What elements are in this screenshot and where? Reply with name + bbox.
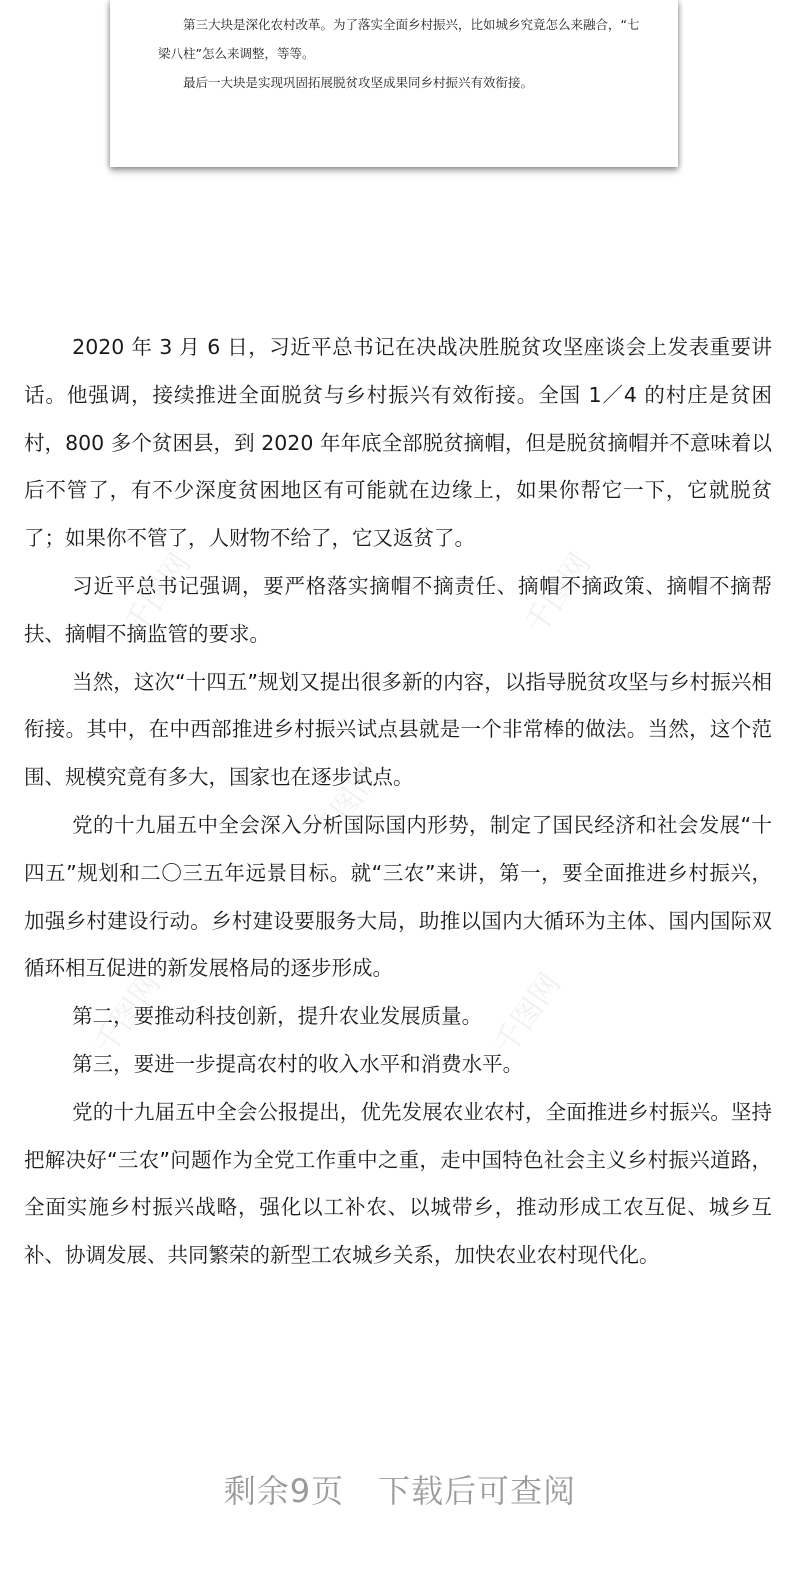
paragraph: 党的十九届五中全会公报提出，优先发展农业农村，全面推进乡村振兴。坚持把解决好“三农”问题作为全党工作重中之重，走中国特色社会主义乡村振兴道路，全面实施乡村振兴战略，强化以工补农、以城带乡，推动形成工农互促、城乡互补、协调发展、共同繁荣的新型工农城乡关系，加快农业农村现代化。 bbox=[24, 1099, 772, 1268]
watermark: 千图网 bbox=[517, 547, 599, 641]
paragraph: 2020 年 3 月 6 日，习近平总书记在决战决胜脱贫攻坚座谈会上发表重要讲话。他强调，接续推进全面脱贫与乡村振兴有效衔接。全国 1／4 的村庄是贫困村，800 多个贫困县，到 2020 年年底全部脱贫摘帽，但是脱贫摘帽并不意味着以后不管了，有不少深度贫困地区有可能就在边缘上，如果你帮它一下，它就脱贫了；如果你不管了，人财物不给了，它又返贫了。 bbox=[24, 335, 772, 551]
paragraph: 第三，要进一步提高农村的收入水平和消费水平。 bbox=[72, 1051, 524, 1076]
paragraph: 当然，这次“十四五”规划又提出很多新的内容，以指导脱贫攻坚与乡村振兴相衔接。其中，在中西部推进乡村振兴试点县就是一个非常棒的做法。当然，这个范围、规模究竟有多大，国家也在逐步试点。 bbox=[24, 669, 772, 790]
download-prompt-banner[interactable] bbox=[0, 1466, 800, 1512]
remaining-pages-label: 剩余9页 bbox=[223, 1472, 345, 1510]
previous-page-text bbox=[158, 10, 648, 97]
watermark: 千图网 bbox=[87, 967, 169, 1061]
previous-page-paragraph: 第三大块是深化农村改革。为了落实全面乡村振兴，比如城乡究竟怎么来融合，“七梁八柱”怎么来调整，等等。 bbox=[158, 17, 640, 61]
watermark: 千图网 bbox=[117, 547, 199, 641]
paragraph: 习近平总书记强调，要严格落实摘帽不摘责任、摘帽不摘政策、摘帽不摘帮扶、摘帽不摘监管的要求。 bbox=[24, 573, 772, 646]
watermark: 千图网 bbox=[487, 967, 569, 1061]
download-to-view-label[interactable]: 下载后可查阅 bbox=[378, 1472, 577, 1510]
previous-page-paragraph: 最后一大块是实现巩固拓展脱贫攻坚成果同乡村振兴有效衔接。 bbox=[183, 75, 534, 90]
watermark: 千图网 bbox=[307, 757, 389, 851]
previous-page-card bbox=[110, 0, 678, 167]
paragraph: 第二，要推动科技创新，提升农业发展质量。 bbox=[72, 1004, 483, 1029]
document-body bbox=[24, 324, 772, 1280]
paragraph: 党的十九届五中全会深入分析国际国内形势，制定了国民经济和社会发展“十四五”规划和二〇三五年远景目标。就“三农”来讲，第一，要全面推进乡村振兴，加强乡村建设行动。乡村建设要服务大局，助推以国内大循环为主体、国内国际双循环相互促进的新发展格局的逐步形成。 bbox=[24, 812, 772, 981]
